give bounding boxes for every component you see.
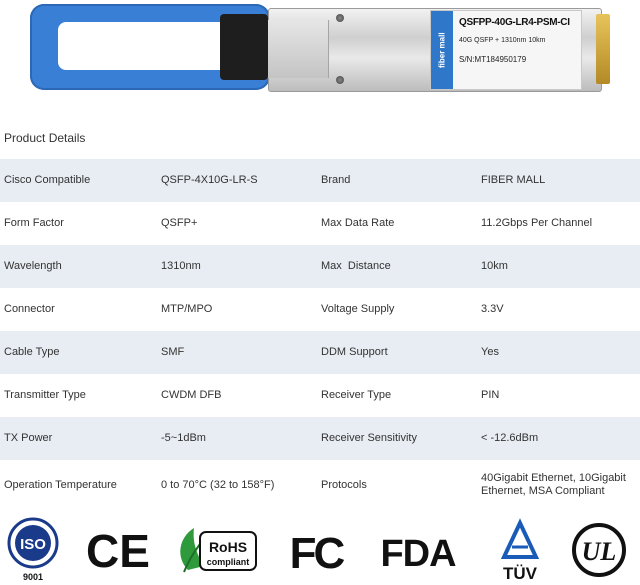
spec-value: 3.3V bbox=[481, 303, 504, 315]
rohs-logo bbox=[174, 515, 260, 585]
spec-label: Protocols bbox=[321, 478, 367, 491]
iso-text: ISO bbox=[20, 536, 46, 553]
screw-icon bbox=[336, 76, 344, 84]
label-part-number: QSFPP-40G-LR4-PSM-CI bbox=[459, 17, 570, 28]
spec-value: CWDM DFB bbox=[161, 389, 222, 401]
tuv-logo bbox=[490, 515, 550, 585]
section-title: Product Details bbox=[4, 131, 86, 145]
ce-text: CE bbox=[86, 525, 150, 577]
ce-logo bbox=[86, 515, 150, 585]
spec-value: 1310nm bbox=[161, 260, 201, 272]
product-details-table bbox=[0, 159, 640, 510]
table-row bbox=[0, 202, 640, 245]
rohs-text: RoHS bbox=[208, 539, 248, 555]
spec-value: 10km bbox=[481, 260, 508, 272]
table-row bbox=[0, 159, 640, 202]
spec-label: DDM Support bbox=[321, 346, 388, 358]
spec-label: Cable Type bbox=[4, 346, 60, 358]
spec-value: SMF bbox=[161, 346, 185, 358]
spec-label: TX Power bbox=[4, 432, 53, 444]
spec-value: 11.2Gbps Per Channel bbox=[481, 217, 593, 229]
spec-value: QSFP+ bbox=[161, 217, 198, 229]
spec-label: Max Data Rate bbox=[321, 217, 395, 229]
spec-value: 40Gigabit Ethernet, 10Gigabit Ethernet, MSA Compliant bbox=[481, 472, 626, 497]
spec-label: Receiver Type bbox=[321, 389, 392, 401]
spec-label: Cisco Compatible bbox=[4, 174, 91, 186]
spec-value: < -12.6dBm bbox=[481, 432, 539, 444]
table-row bbox=[0, 288, 640, 331]
table-row bbox=[0, 374, 640, 417]
fc-text: FC bbox=[289, 529, 343, 578]
iso-number: 9001 bbox=[22, 572, 44, 582]
table-row bbox=[0, 417, 640, 460]
screw-icon bbox=[336, 14, 344, 22]
spec-value: 0 to 70°C (32 to 158°F) bbox=[161, 478, 275, 491]
iso-9001-logo bbox=[4, 515, 62, 585]
edge-connector bbox=[596, 14, 610, 84]
product-image bbox=[0, 0, 640, 100]
ul-text: UL bbox=[581, 537, 617, 566]
latch-clip bbox=[220, 14, 268, 80]
table-row bbox=[0, 460, 640, 510]
fc-logo bbox=[283, 515, 349, 585]
table-row bbox=[0, 245, 640, 288]
label-serial: S/N:MT184950179 bbox=[459, 55, 527, 64]
certification-logos bbox=[0, 515, 640, 585]
label-description: 40G QSFP + 1310nm 10km bbox=[459, 37, 546, 44]
spec-value: MTP/MPO bbox=[161, 303, 213, 315]
module-collar bbox=[268, 20, 329, 78]
spec-value: FIBER MALL bbox=[481, 174, 546, 186]
spec-label: Connector bbox=[4, 303, 55, 315]
spec-label: Transmitter Type bbox=[4, 389, 86, 401]
table-row bbox=[0, 331, 640, 374]
label-brand: fiber mall bbox=[431, 11, 453, 89]
spec-value: QSFP-4X10G-LR-S bbox=[161, 174, 258, 186]
spec-value: -5~1dBm bbox=[161, 432, 206, 444]
product-label bbox=[430, 10, 582, 90]
fda-logo bbox=[372, 515, 464, 585]
rohs-sub: compliant bbox=[206, 557, 250, 567]
spec-value: PIN bbox=[481, 389, 500, 401]
tuv-text: TÜV bbox=[503, 564, 537, 583]
spec-label: Max Distance bbox=[321, 260, 391, 272]
spec-label: Wavelength bbox=[4, 260, 62, 272]
spec-label: Receiver Sensitivity bbox=[321, 432, 417, 444]
ul-logo bbox=[570, 515, 628, 585]
spec-label: Form Factor bbox=[4, 217, 64, 229]
spec-label: Voltage Supply bbox=[321, 303, 395, 315]
fda-text: FDA bbox=[380, 533, 456, 575]
spec-label: Brand bbox=[321, 174, 351, 186]
spec-value: Yes bbox=[481, 346, 499, 358]
spec-label: Operation Temperature bbox=[4, 478, 117, 491]
